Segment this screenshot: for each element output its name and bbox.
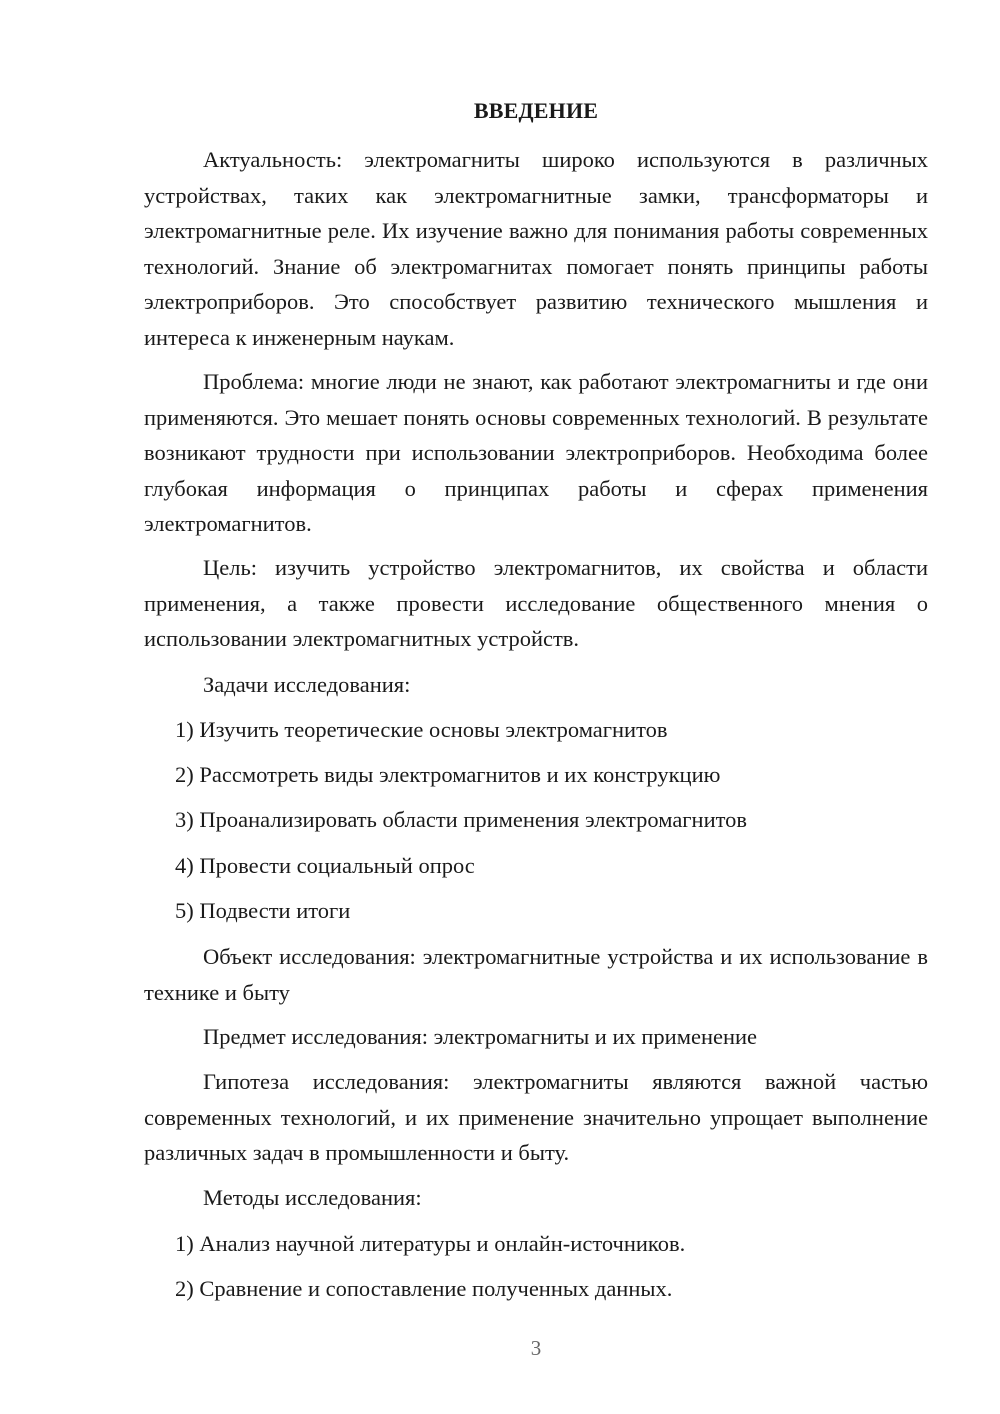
list-item: 4) Провести социальный опрос <box>175 853 475 878</box>
list-item: 1) Изучить теоретические основы электромагнитов <box>175 717 668 742</box>
relevance-paragraph: Актуальность: электромагниты широко используются в различных устройствах, таких как электромагнитные замки, трансформаторы и электромагнитные реле. Их изучение важно для понимания работы современных технологий. Знание об электромагнитах помогает понять принципы работы электроприборов. Это способствует развитию технического мышления и интереса к инженерным наукам. <box>144 147 928 350</box>
methods-heading: Методы исследования: <box>203 1185 422 1210</box>
problem-paragraph: Проблема: многие люди не знают, как работают электромагниты и где они применяются. Это мешает понять основы современных технологий. В результате возникают трудности при использовании электроприборов. Необходима более глубокая информация о принципах работы и сферах применения электромагнитов. <box>144 369 928 536</box>
tasks-heading: Задачи исследования: <box>203 672 411 697</box>
list-item: 3) Проанализировать области применения электромагнитов <box>175 807 748 832</box>
object-paragraph: Объект исследования: электромагнитные устройства и их использование в технике и быту <box>144 944 928 1005</box>
hypothesis-paragraph: Гипотеза исследования: электромагниты являются важной частью современных технологий, и их применение значительно упрощает выполнение различных задач в промышленности и быту. <box>144 1069 928 1165</box>
list-item: 1) Анализ научной литературы и онлайн-источников. <box>175 1231 686 1256</box>
list-item: 5) Подвести итоги <box>175 898 351 923</box>
document-page <box>144 0 928 1414</box>
goal-paragraph: Цель: изучить устройство электромагнитов, их свойства и области применения, а также провести исследование общественного мнения о использовании электромагнитных устройств. <box>144 555 928 651</box>
list-item: 2) Рассмотреть виды электромагнитов и их конструкцию <box>175 762 721 787</box>
section-title: ВВЕДЕНИЕ <box>473 98 599 123</box>
subject-paragraph: Предмет исследования: электромагниты и их применение <box>203 1024 758 1049</box>
list-item: 2) Сравнение и сопоставление полученных данных. <box>175 1276 673 1301</box>
page-number: 3 <box>530 1336 542 1360</box>
